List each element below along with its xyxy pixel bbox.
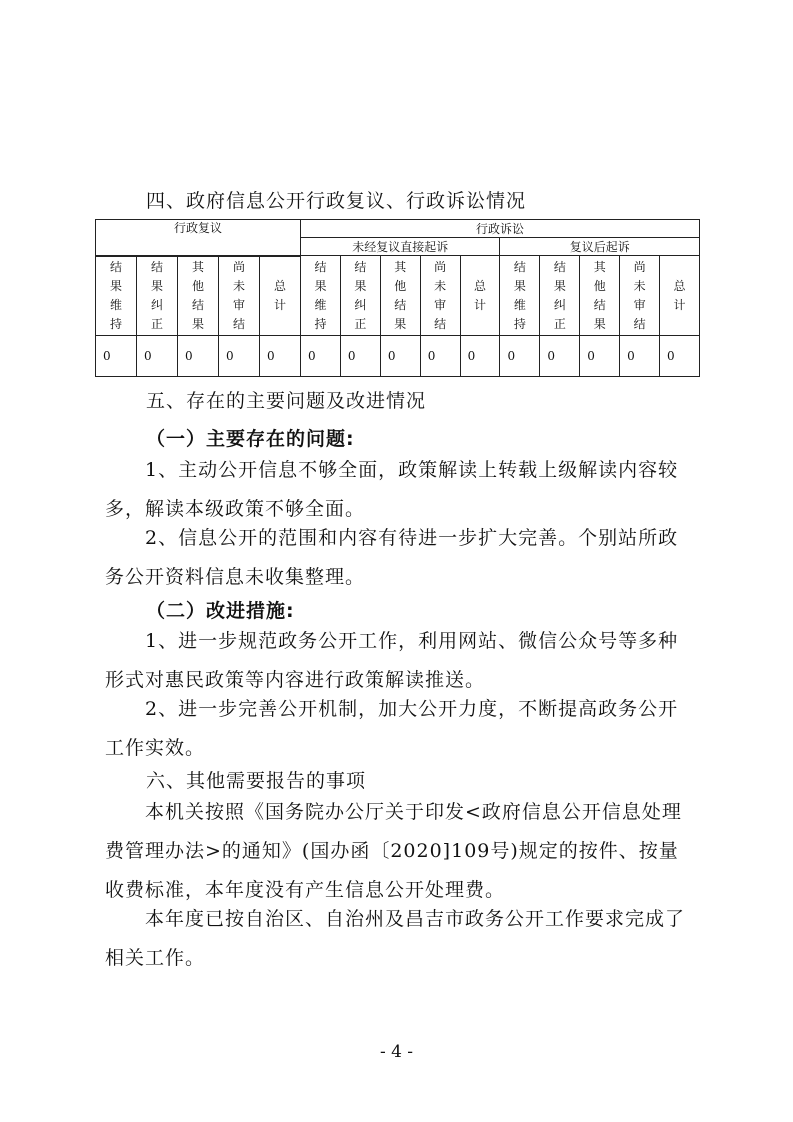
table-cell-value: 0 bbox=[301, 336, 341, 377]
table-header-admin-review: 行政复议 bbox=[96, 220, 301, 256]
paragraph-measure-2: 2、进一步完善公开机制，加大公开力度，不断提高政务公开工作实效。 bbox=[105, 698, 679, 759]
table-cell-value: 0 bbox=[137, 336, 178, 377]
col-direct-pending: 尚 未 审 结 bbox=[420, 256, 460, 336]
col-review-total: 总 计 bbox=[260, 256, 301, 336]
paragraph-problem-2: 2、信息公开的范围和内容有待进一步扩大完善。个别站所政务公开资料信息未收集整理。 bbox=[105, 527, 679, 588]
table-cell-value: 0 bbox=[460, 336, 500, 377]
page-number: - 4 - bbox=[379, 1042, 414, 1062]
section-title-5: 五、存在的主要问题及改进情况 bbox=[146, 390, 427, 412]
table-cell-value: 0 bbox=[620, 336, 660, 377]
col-review-upheld: 结 果 维 持 bbox=[96, 256, 137, 336]
col-direct-total: 总 计 bbox=[460, 256, 500, 336]
paragraph-measure-1: 1、进一步规范政务公开工作，利用网站、微信公众号等多种形式对惠民政策等内容进行政策解读推送。 bbox=[105, 630, 679, 691]
col-after-upheld: 结 果 维 持 bbox=[500, 256, 540, 336]
paragraph-other-1: 本机关按照《国务院办公厅关于印发<政府信息公开信息处理费管理办法>的通知》(国办函〔2020]109号)规定的按件、按量收费标准，本年度没有产生信息公开处理费。 bbox=[105, 801, 682, 901]
table-header-after-review-suit: 复议后起诉 bbox=[500, 238, 700, 256]
table-cell-value: 0 bbox=[178, 336, 219, 377]
col-after-pending: 尚 未 审 结 bbox=[620, 256, 660, 336]
subsection-title-problems: （一）主要存在的问题: bbox=[146, 428, 355, 450]
col-after-other: 其 他 结 果 bbox=[580, 256, 620, 336]
table-cell-value: 0 bbox=[260, 336, 301, 377]
section-title-6: 六、其他需要报告的事项 bbox=[146, 770, 367, 792]
table-cell-value: 0 bbox=[380, 336, 420, 377]
col-direct-other: 其 他 结 果 bbox=[380, 256, 420, 336]
col-direct-upheld: 结 果 维 持 bbox=[301, 256, 341, 336]
review-litigation-table bbox=[95, 219, 700, 377]
col-direct-corrected: 结 果 纠 正 bbox=[340, 256, 380, 336]
subsection-title-measures: （二）改进措施: bbox=[146, 600, 295, 622]
col-review-corrected: 结 果 纠 正 bbox=[137, 256, 178, 336]
col-review-pending: 尚 未 审 结 bbox=[219, 256, 260, 336]
section-title-4: 四、政府信息公开行政复议、行政诉讼情况 bbox=[146, 190, 527, 212]
table-cell-value: 0 bbox=[580, 336, 620, 377]
table-cell-value: 0 bbox=[420, 336, 460, 377]
table-cell-value: 0 bbox=[96, 336, 137, 377]
paragraph-other-2: 本年度已按自治区、自治州及昌吉市政务公开工作要求完成了相关工作。 bbox=[105, 908, 686, 969]
col-review-other: 其 他 结 果 bbox=[178, 256, 219, 336]
table-cell-value: 0 bbox=[540, 336, 580, 377]
paragraph-problem-1: 1、主动公开信息不够全面，政策解读上转载上级解读内容较多，解读本级政策不够全面。 bbox=[105, 459, 679, 520]
table-header-direct-suit: 未经复议直接起诉 bbox=[301, 238, 500, 256]
table-cell-value: 0 bbox=[340, 336, 380, 377]
table-cell-value: 0 bbox=[660, 336, 700, 377]
table-header-litigation: 行政诉讼 bbox=[301, 220, 700, 238]
table-cell-value: 0 bbox=[500, 336, 540, 377]
col-after-total: 总 计 bbox=[660, 256, 700, 336]
col-after-corrected: 结 果 纠 正 bbox=[540, 256, 580, 336]
table-cell-value: 0 bbox=[219, 336, 260, 377]
